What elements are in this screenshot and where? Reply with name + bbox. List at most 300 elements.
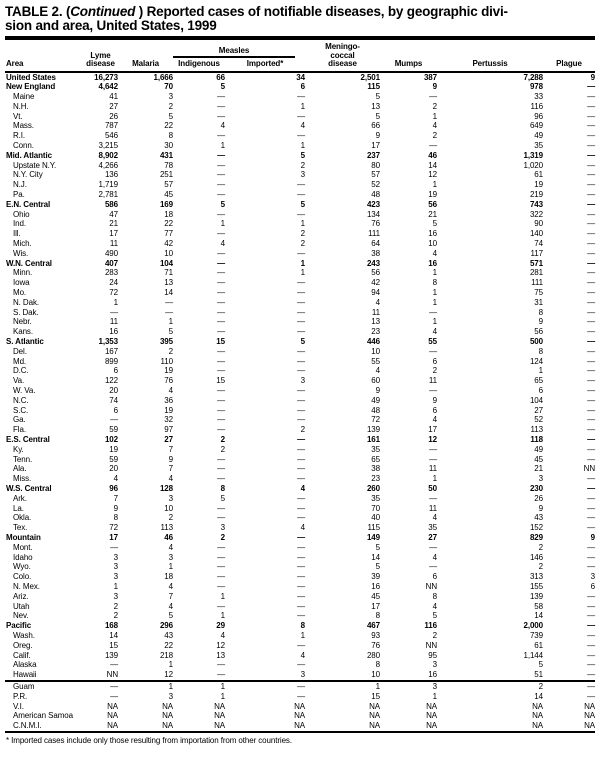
table-row (5, 523, 595, 533)
value-cell: — (217, 464, 225, 474)
value-cell: 149 (366, 532, 380, 542)
value-cell: 490 (104, 248, 118, 258)
value-cell: 1 (168, 317, 173, 327)
table-row (5, 200, 595, 210)
value-cell: 1 (168, 562, 173, 572)
value-cell: 66 (216, 72, 225, 82)
value-cell: 76 (164, 376, 173, 386)
table-row (5, 702, 595, 712)
value-cell: 2 (168, 346, 173, 356)
value-cell: — (297, 572, 305, 582)
value-cell: 978 (529, 82, 543, 92)
value-cell: 22 (164, 640, 173, 650)
value-cell: 467 (366, 621, 380, 631)
value-cell: 8 (538, 307, 543, 317)
value-cell: 76 (371, 219, 380, 229)
area-cell: Conn. (13, 141, 34, 151)
value-cell: — (217, 131, 225, 141)
value-cell: 168 (104, 621, 118, 631)
value-cell: 59 (109, 425, 118, 435)
value-cell: NA (162, 701, 173, 711)
table-row (5, 415, 595, 425)
value-cell: — (587, 297, 595, 307)
value-cell: — (217, 503, 225, 513)
col-header-lyme-disease (83, 41, 118, 72)
value-cell: — (587, 150, 595, 160)
value-cell: — (587, 542, 595, 552)
value-cell: 30 (164, 141, 173, 151)
value-cell: 11 (428, 464, 437, 474)
value-cell: 61 (534, 170, 543, 180)
value-cell: 3 (432, 681, 437, 691)
value-cell: 21 (109, 219, 118, 229)
value-cell: — (587, 121, 595, 131)
value-cell: 136 (104, 170, 118, 180)
area-cell: Colo. (13, 572, 32, 582)
table-row (5, 681, 595, 692)
table-row (5, 327, 595, 337)
value-cell: — (217, 317, 225, 327)
table-row (5, 366, 595, 376)
value-cell: 4 (375, 297, 380, 307)
value-cell: — (587, 621, 595, 631)
table-row (5, 513, 595, 523)
value-cell: — (297, 591, 305, 601)
value-cell: — (297, 444, 305, 454)
value-cell: 2,501 (360, 72, 380, 82)
table-row (5, 170, 595, 180)
value-cell: 9 (538, 503, 543, 513)
value-cell: 31 (534, 297, 543, 307)
value-cell: — (587, 562, 595, 572)
value-cell: 8 (538, 346, 543, 356)
value-cell: — (587, 366, 595, 376)
value-cell: 11 (371, 307, 380, 317)
value-cell: — (297, 415, 305, 425)
table-header (5, 41, 595, 72)
value-cell: 27 (109, 101, 118, 111)
value-cell: 51 (437, 670, 543, 681)
value-cell: 24 (109, 278, 118, 288)
value-cell: — (297, 691, 305, 701)
value-cell: 29 (216, 621, 225, 631)
value-cell: 56 (428, 199, 437, 209)
value-cell: — (297, 503, 305, 513)
value-cell: 3 (168, 552, 173, 562)
value-cell: — (297, 660, 305, 670)
value-cell: 60 (371, 376, 380, 386)
value-cell: — (587, 288, 595, 298)
value-cell: 3,215 (98, 141, 118, 151)
value-cell: 23 (371, 327, 380, 337)
table-row (5, 445, 595, 455)
value-cell: 6 (590, 581, 595, 591)
table-row (5, 357, 595, 367)
value-cell: — (297, 327, 305, 337)
value-cell: — (587, 523, 595, 533)
table-row (5, 308, 595, 318)
value-cell: — (429, 562, 437, 572)
value-cell: 1 (432, 297, 437, 307)
value-cell: 1 (432, 111, 437, 121)
value-cell: 1 (300, 630, 305, 640)
value-cell: 2 (432, 101, 437, 111)
value-cell: 58 (534, 601, 543, 611)
area-cell: N. Mex. (13, 581, 40, 591)
value-cell: 49 (534, 131, 543, 141)
value-cell: 19 (534, 180, 543, 190)
area-cell: Wis. (13, 248, 29, 258)
value-cell: — (429, 444, 437, 454)
value-cell: 9 (375, 386, 380, 395)
area-cell: Md. (13, 356, 27, 366)
value-cell: NA (532, 701, 543, 711)
value-cell: — (217, 278, 225, 288)
table-row (5, 670, 595, 681)
value-cell: 128 (159, 483, 173, 493)
value-cell: 20 (109, 464, 118, 474)
value-cell: — (587, 239, 595, 249)
value-cell: 4 (220, 121, 225, 131)
value-cell: 14 (534, 611, 543, 621)
value-cell: — (587, 601, 595, 611)
value-cell: — (587, 640, 595, 650)
value-cell: — (217, 288, 225, 298)
value-cell: 1 (113, 581, 118, 591)
value-cell: — (297, 278, 305, 288)
col-header-pertussis: Pertussis (437, 41, 543, 72)
value-cell: — (217, 542, 225, 552)
value-cell: 21 (428, 209, 437, 219)
value-cell: 237 (366, 150, 380, 160)
value-cell: 2,781 (98, 190, 118, 200)
value-cell: 33 (534, 92, 543, 102)
value-cell: 1 (220, 681, 225, 691)
value-cell: 14 (164, 288, 173, 298)
value-cell: 35 (371, 493, 380, 503)
table-row (5, 553, 595, 563)
col-header-lyme-line1: Lyme (90, 50, 111, 60)
value-cell: 571 (529, 258, 543, 268)
table-row (5, 278, 595, 288)
title-line-2: sion and area, United States, 1999 (5, 18, 217, 33)
value-cell: 74 (534, 239, 543, 249)
value-cell: — (297, 111, 305, 121)
value-cell: 6 (432, 356, 437, 366)
value-cell: NA (305, 721, 380, 732)
value-cell: 322 (529, 209, 543, 219)
value-cell: 743 (529, 199, 543, 209)
value-cell: 219 (529, 190, 543, 200)
value-cell: 10 (305, 670, 380, 681)
value-cell: 42 (164, 239, 173, 249)
value-cell: — (587, 180, 595, 190)
value-cell: — (587, 82, 595, 92)
value-cell: 47 (109, 209, 118, 219)
value-cell: 11 (428, 376, 437, 386)
value-cell: — (587, 660, 595, 670)
value-cell: 43 (164, 630, 173, 640)
value-cell: 13 (164, 278, 173, 288)
value-cell: 16 (428, 229, 437, 239)
value-cell: 35 (428, 523, 437, 533)
value-cell: 1 (432, 180, 437, 190)
table-row (5, 317, 595, 327)
area-cell: Upstate N.Y. (13, 160, 57, 170)
value-cell: — (429, 92, 437, 102)
area-cell: Utah (13, 601, 30, 611)
value-cell: 26 (534, 493, 543, 503)
value-cell: 17 (371, 141, 380, 151)
area-cell: W.S. Central (6, 483, 52, 493)
value-cell: 38 (371, 248, 380, 258)
value-cell: 1,144 (523, 650, 543, 660)
value-cell: 80 (371, 160, 380, 170)
area-cell: Tenn. (13, 454, 33, 464)
table-row (5, 219, 595, 229)
area-cell: American Samoa (13, 711, 73, 721)
value-cell: NA (426, 711, 437, 721)
value-cell: 6 (538, 386, 543, 395)
value-cell: — (217, 150, 225, 160)
value-cell: NA (369, 701, 380, 711)
value-cell: 5 (220, 82, 225, 92)
area-cell: Okla. (13, 513, 32, 523)
table-row (5, 180, 595, 190)
value-cell: 19 (164, 366, 173, 376)
value-cell: 12 (428, 170, 437, 180)
value-cell: 3 (113, 552, 118, 562)
value-cell: — (297, 209, 305, 219)
value-cell: 52 (371, 180, 380, 190)
value-cell: — (173, 670, 225, 681)
value-cell: — (217, 660, 225, 670)
value-cell: 139 (366, 425, 380, 435)
table-row (5, 121, 595, 131)
col-header-meningococcal-line1: Meningo- (325, 42, 360, 51)
title-continued: Continued (70, 4, 136, 19)
value-cell: 5 (538, 660, 543, 670)
table-row (5, 161, 595, 171)
value-cell: 431 (159, 150, 173, 160)
value-cell: 77 (164, 229, 173, 239)
value-cell: 10 (371, 346, 380, 356)
area-cell: W. Va. (13, 386, 36, 395)
value-cell: 19 (428, 190, 437, 200)
value-cell: — (217, 229, 225, 239)
value-cell: 22 (164, 121, 173, 131)
value-cell: — (297, 386, 305, 395)
value-cell: — (297, 601, 305, 611)
value-cell: — (165, 297, 173, 307)
value-cell: 10 (164, 503, 173, 513)
table-row (5, 82, 595, 92)
value-cell: 39 (371, 572, 380, 582)
area-cell: Mich. (13, 239, 32, 249)
table-row (5, 602, 595, 612)
value-cell: 13 (216, 650, 225, 660)
area-cell: New England (6, 82, 56, 92)
value-cell: 243 (366, 258, 380, 268)
area-cell: Mid. Atlantic (6, 150, 52, 160)
table-row (5, 210, 595, 220)
value-cell: 57 (371, 170, 380, 180)
value-cell: 3 (113, 591, 118, 601)
value-cell: NA (107, 701, 118, 711)
value-cell: 4 (168, 474, 173, 484)
value-cell: — (297, 366, 305, 376)
table-row (5, 641, 595, 651)
value-cell: — (587, 229, 595, 239)
value-cell: 13 (371, 317, 380, 327)
value-cell: 3 (113, 572, 118, 582)
value-cell: 1 (168, 660, 173, 670)
value-cell: 111 (368, 229, 380, 239)
value-cell: 4 (168, 542, 173, 552)
value-cell: 7,288 (523, 72, 543, 82)
value-cell: — (587, 376, 595, 386)
value-cell: 78 (164, 160, 173, 170)
value-cell: 61 (534, 640, 543, 650)
value-cell: 2 (432, 366, 437, 376)
value-cell: — (217, 92, 225, 102)
value-cell: 34 (296, 72, 305, 82)
value-cell: 65 (371, 454, 380, 464)
value-cell: — (297, 474, 305, 484)
value-cell: 72 (109, 288, 118, 298)
value-cell: — (217, 386, 225, 395)
value-cell: — (587, 92, 595, 102)
value-cell: 1 (220, 691, 225, 701)
value-cell: 5 (375, 562, 380, 572)
value-cell: 74 (109, 395, 118, 405)
value-cell: 124 (529, 356, 543, 366)
value-cell: — (217, 190, 225, 200)
area-cell: Vt. (13, 111, 23, 121)
table-row (5, 435, 595, 445)
area-cell: N.Y. City (13, 170, 43, 180)
value-cell: — (587, 444, 595, 454)
value-cell: 2 (538, 562, 543, 572)
footnote: * Imported cases include only those resulting from importation from other countries. (6, 735, 292, 745)
value-cell: 52 (534, 415, 543, 425)
value-cell: — (587, 327, 595, 337)
value-cell: 2 (220, 444, 225, 454)
value-cell: 45 (371, 591, 380, 601)
value-cell: NA (380, 721, 437, 732)
value-cell: — (587, 483, 595, 493)
value-cell: — (217, 111, 225, 121)
table-row (5, 102, 595, 112)
table-title (5, 5, 595, 33)
value-cell: 5 (168, 611, 173, 621)
value-cell: — (587, 691, 595, 701)
value-cell: 48 (371, 405, 380, 415)
col-header-plague: Plague (543, 41, 595, 72)
value-cell: 117 (530, 248, 543, 258)
area-cell: Va. (13, 376, 25, 386)
table-row (5, 249, 595, 259)
value-cell: — (217, 209, 225, 219)
value-cell: 17 (371, 601, 380, 611)
area-cell: V.I. (13, 701, 24, 711)
value-cell: NA (118, 721, 173, 732)
value-cell: 8 (168, 131, 173, 141)
value-cell: 10 (164, 248, 173, 258)
header-row (5, 41, 595, 72)
table-row (5, 651, 595, 661)
value-cell: NA (214, 711, 225, 721)
value-cell: — (297, 611, 305, 621)
area-cell: Mass. (13, 121, 34, 131)
value-cell: 38 (371, 464, 380, 474)
table-row (5, 660, 595, 670)
value-cell: 2 (220, 532, 225, 542)
value-cell: 14 (109, 630, 118, 640)
value-cell: 66 (371, 121, 380, 131)
value-cell: — (297, 395, 305, 405)
value-cell: 2 (300, 229, 305, 239)
value-cell: 115 (367, 82, 380, 92)
col-header-meningococcal-line3: disease (328, 59, 357, 68)
value-cell: — (217, 415, 225, 425)
value-cell: 1 (432, 288, 437, 298)
area-cell: W.N. Central (6, 258, 52, 268)
col-header-meningococcal (305, 41, 380, 72)
value-cell: 387 (423, 72, 437, 82)
value-cell: 296 (159, 621, 173, 631)
value-cell: — (110, 681, 118, 691)
value-cell: 14 (371, 552, 380, 562)
value-cell: 1 (220, 219, 225, 229)
table-row (5, 533, 595, 543)
value-cell: 20 (109, 386, 118, 395)
value-cell: 40 (371, 513, 380, 523)
value-cell: — (217, 474, 225, 484)
value-cell: — (587, 219, 595, 229)
area-cell: Ark. (13, 493, 27, 503)
value-cell: 122 (104, 376, 118, 386)
col-header-meningococcal-line2: coccal (330, 50, 355, 60)
value-cell: 5 (220, 199, 225, 209)
value-cell: 446 (366, 337, 380, 347)
value-cell: 2 (300, 160, 305, 170)
value-cell: 649 (529, 121, 543, 131)
area-cell: Calif. (13, 650, 31, 660)
measles-subheaders (173, 60, 305, 69)
table-row (5, 288, 595, 298)
value-cell: 1 (300, 141, 305, 151)
value-cell: 787 (104, 121, 118, 131)
value-cell: 35 (534, 141, 543, 151)
value-cell: 4 (432, 248, 437, 258)
value-cell: 19 (109, 444, 118, 454)
table-row (5, 592, 595, 602)
value-cell: 18 (164, 209, 173, 219)
value-cell: 11 (428, 503, 437, 513)
value-cell: 395 (159, 337, 173, 347)
value-cell: — (587, 268, 595, 278)
value-cell: 70 (371, 503, 380, 513)
value-cell: 12 (216, 640, 225, 650)
area-cell: S. Dak. (13, 307, 39, 317)
value-cell: 4 (300, 523, 305, 533)
col-header-area: Area (5, 41, 83, 72)
value-cell: NA (532, 711, 543, 721)
value-cell: — (587, 346, 595, 356)
table-row (5, 484, 595, 494)
value-cell: NN (425, 640, 437, 650)
